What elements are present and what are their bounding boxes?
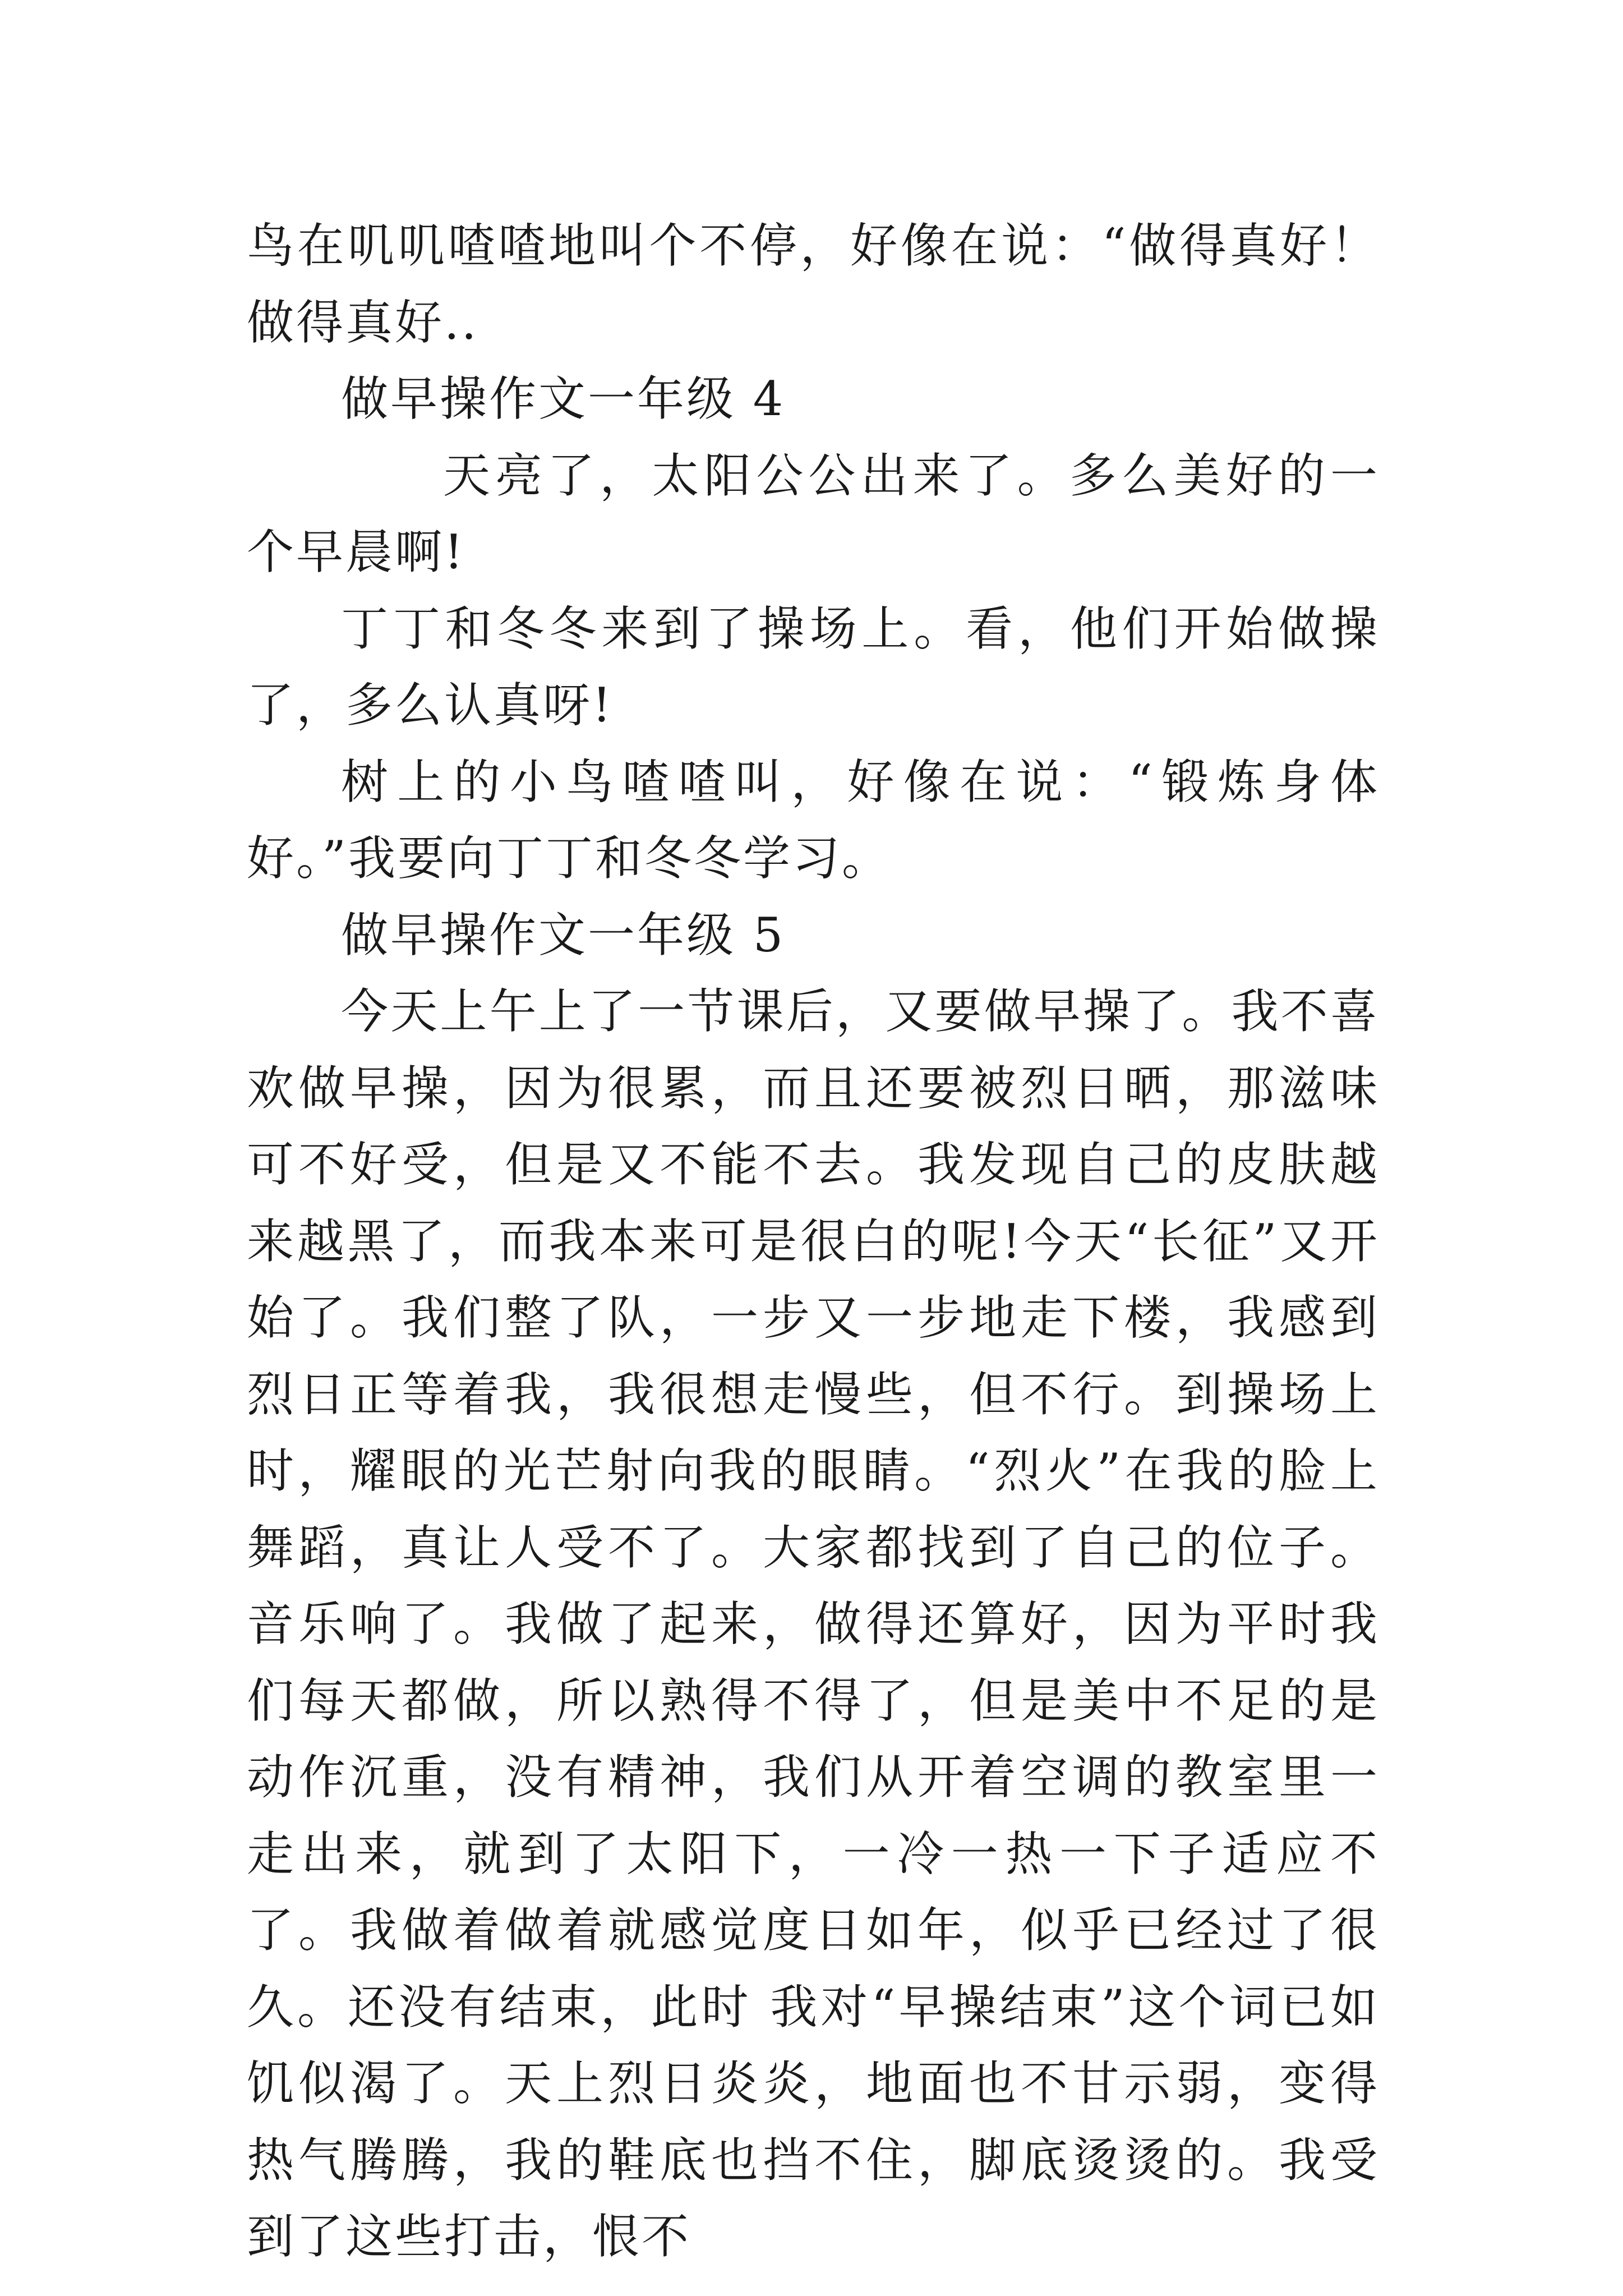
paragraph: 天亮了，太阳公公出来了。多么美好的一个早晨啊! (247, 448, 1380, 579)
paragraph: 鸟在叽叽喳喳地叫个不停，好像在说：“做得真好！做得真好.. (247, 218, 1380, 350)
section-heading: 做早操作文一年级 5 (341, 907, 786, 963)
document-body (247, 208, 1380, 2275)
paragraph: 树上的小鸟喳喳叫，好像在说：“锻炼身体好。”我要向丁丁和冬冬学习。 (247, 754, 1380, 886)
paragraph: 今天上午上了一节课后，又要做早操了。我不喜欢做早操，因为很累，而且还要被烈日晒，那滋味可不好受，但是又不能不去。我发现自己的皮肤越来越黑了，而我本来可是很白的呢!今天“长征”又开始了。我们整了队，一步又一步地走下楼，我感到烈日正等着我，我很想走慢些，但不行。到操场上时，耀眼的光芒射向我的眼睛。“烈火”在我的脸上舞蹈，真让人受不了。大家都找到了自己的位子。音乐响了。我做了起来，做得还算好，因为平时我们每天都做，所以熟得不得了，但是美中不足的是动作沉重，没有精神，我们从开着空调的教室里一走出来，就到了太阳下，一冷一热一下子适应不了。我做着做着就感觉度日如年，似乎已经过了很久。还没有结束，此时 我对“早操结束”这个词已如饥似渴了。天上烈日炎炎，地面也不甘示弱，变得热气腾腾，我的鞋底也挡不住，脚底烫烫的。我受到了这些打击，恨不 (247, 984, 1380, 2264)
section-heading: 做早操作文一年级 4 (341, 371, 786, 426)
paragraph: 丁丁和冬冬来到了操场上。看，他们开始做操了，多么认真呀! (247, 601, 1380, 733)
